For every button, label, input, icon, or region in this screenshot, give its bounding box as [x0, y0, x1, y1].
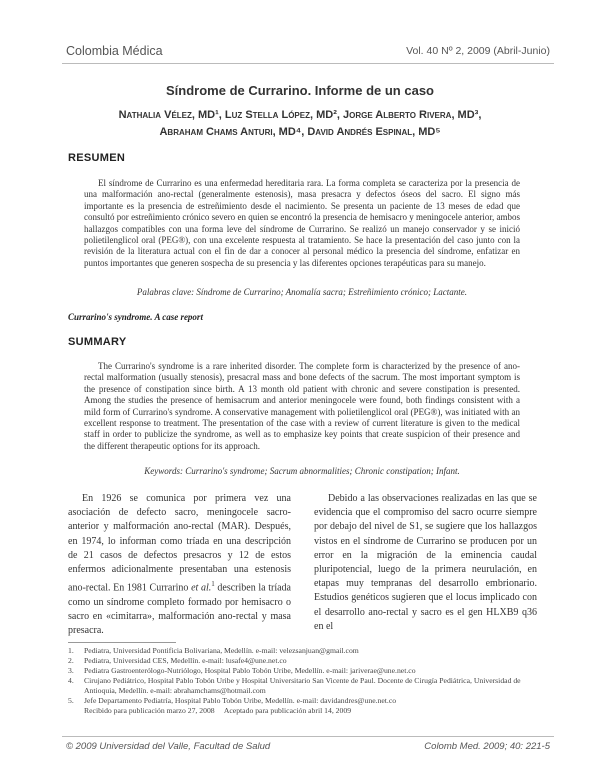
- summary-keywords: [84, 466, 520, 476]
- footnote-number: 2.: [68, 656, 74, 665]
- english-title: Currarino's syndrome. A case report: [68, 312, 203, 322]
- citation-etal: et al.: [191, 582, 212, 594]
- received-accepted-dates: Recibido para publicación marzo 27, 2008 Aceptado para publicación abril 14, 2009: [84, 706, 352, 715]
- footnote-item: [68, 696, 528, 706]
- keywords-list-en: Currarino's syndrome; Sacrum abnormalities; Chronic constipation; Infant.: [185, 466, 460, 476]
- footnote-text: Pediatra Gastroenterólogo-Nutriólogo, Hospital Pablo Tobón Uribe, Medellín. e-mail: jariverae@une.net.co: [84, 666, 416, 675]
- footnote-divider: [68, 642, 176, 643]
- footnote-number: 4.: [68, 676, 74, 685]
- footnote-text: Pediatra, Universidad CES, Medellín. e-mail: lusafe4@une.net.co: [84, 656, 287, 665]
- author-list: [60, 107, 540, 141]
- footnote-number: 1.: [68, 646, 74, 655]
- body-right-column: Debido a las observaciones realizadas en las que se evidencia que el compromiso del sacro ocurre siempre por debajo del nivel de S1, se sugiere que los hallazgos vistos en el síndrome de Currarino se producen por un error en la migración de la eminencia caudal pluripotencial, luego de la primera neurulación, en etapas muy tempranas del desarrollo embrionario. Estudios genéticos sugieren que el locus implicado con el desarrollo ano-rectal y sacro es el gen HLXB9 q36 en el: [314, 493, 537, 632]
- footnote-number: 3.: [68, 666, 74, 675]
- resumen-text: El síndrome de Currarino es una enfermedad hereditaria rara. La forma completa se caracteriza por la presencia de una malformación ano-rectal (generalmente estenosis), masa presacra y defectos óseos del sacro. El signo más importante es la presencia de estreñimiento desde el nacimiento. Se presenta un paciente de 13 meses de edad que consultó por estreñimiento crónico severo en quien se encontró la presencia de hemisacro y meningocele anterior, ambos hallazgos compatibles con una forma leve del síndrome de Currarino. Se realizó un manejo conservador y se inició polietilenglicol oral (PEG®), con una excelente respuesta al tratamiento. Se hace la presentación del caso junto con la revisión de la literatura actual con el fin de dar a conocer al personal médico la presencia del síndrome, enfatizar en puntos importantes que generen sospecha de su presencia y las diferentes opciones terapéuticas para su manejo.: [84, 178, 520, 268]
- footnote-text: Jefe Departamento Pediatría, Hospital Pablo Tobón Uribe, Medellín. e-mail: davidandres@une.net.co: [84, 696, 397, 705]
- footnote-text: Cirujano Pediátrico, Hospital Pablo Tobón Uribe y Hospital Universitario San Vicente de Paul. Docente de Cirugía Pediátrica, Universidad de Antioquia, Medellín. e-mail: abrahamchams@hotmail.com: [84, 676, 521, 695]
- copyright-notice: © 2009 Universidad del Valle, Facultad de Salud: [66, 741, 271, 752]
- authors-line-1: Nathalia Vélez, MD¹, Luz Stella López, MD², Jorge Alberto Rivera, MD³,: [118, 109, 482, 121]
- article-title: Síndrome de Currarino. Informe de un caso: [166, 83, 434, 98]
- keywords-list: Síndrome de Currarino; Anomalía sacra; Estreñimiento crónico; Lactante.: [196, 287, 468, 297]
- keywords-label-en: Keywords:: [144, 466, 183, 476]
- resumen-keywords: [84, 287, 520, 297]
- resumen-heading: RESUMEN: [68, 152, 126, 164]
- footnote-item: [68, 646, 528, 656]
- header-divider: [62, 63, 554, 64]
- footnote-text: Pediatra, Universidad Pontificia Bolivariana, Medellín. e-mail: velezsanjuan@gmail.com: [84, 646, 359, 655]
- body-left-part-1: En 1926 se comunica por primera vez una asociación de defecto sacro, meningocele sacro-anterior y malformación ano-rectal (MAR). Después, en 1974, lo informan como tríada en una descripción de 21 casos de defectos presacros y 12 de estos enfermos adicionalmente presentaban una estenosis ano-rectal. En 1981 Currarino: [68, 493, 291, 594]
- keywords-label: Palabras clave:: [136, 287, 195, 297]
- citation-info: Colomb Med. 2009; 40: 221-5: [424, 741, 550, 752]
- citation-ref: 1: [211, 580, 215, 589]
- footnote-item: [68, 666, 528, 676]
- body-left-part-2: describen la tríada como un síndrome completo formado por hemisacro o sacro en «cimitarra», malformación ano-rectal y masa presacra.: [68, 582, 291, 637]
- body-left-column: [68, 492, 291, 638]
- summary-text: The Currarino's syndrome is a rare inherited disorder. The complete form is characterized by the presence of ano-rectal malformation (usually stenosis), presacral mass and bone defects of the sacrum. The most important symptom is the presence of constipation since birth. A 13 month old patient with chronic and severe constipation is presented. Among the studies the presence of hemisacrum and anterior meningocele were found, both findings consistent with a mild form of Currarino's syndrome. A conservative management with polietilenglicol oral (PEG®), was initiated with an excellent response to treatment. The presentation of the case with a review of current literature is given to the medical staff in order to publicize the syndrome, as well as to emphasize key points that create suspicion of their presence and the different therapeutic options for its approach.: [84, 361, 520, 451]
- summary-heading: SUMMARY: [68, 336, 127, 348]
- footnote-item: [68, 656, 528, 666]
- journal-name: Colombia Médica: [66, 44, 163, 58]
- footer-divider: [62, 736, 554, 737]
- footnote-item: [68, 676, 528, 696]
- footnotes: [68, 646, 528, 716]
- volume-info: Vol. 40 Nº 2, 2009 (Abril-Junio): [406, 45, 550, 57]
- footnote-number: 5.: [68, 696, 74, 705]
- authors-line-2: Abraham Chams Anturi, MD⁴, David Andrés Espinal, MD⁵: [159, 126, 441, 138]
